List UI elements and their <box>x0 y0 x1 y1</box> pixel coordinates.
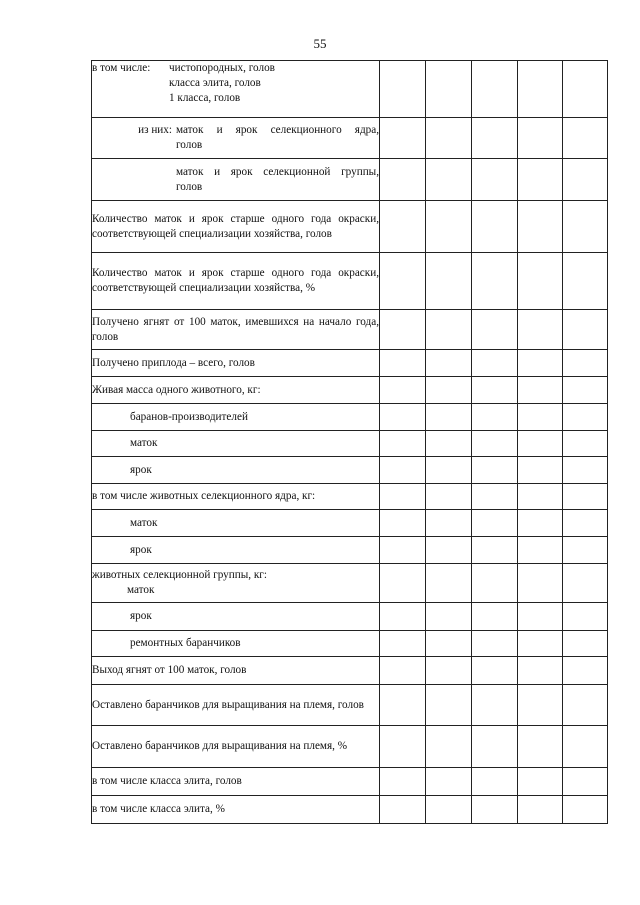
value-cell[interactable] <box>426 253 472 310</box>
value-cell[interactable] <box>518 431 563 457</box>
table-row <box>92 457 608 484</box>
table-row <box>92 726 608 768</box>
page-number: 55 <box>313 36 327 51</box>
value-cell[interactable] <box>380 404 426 431</box>
row-label: Оставлено баранчиков для выращивания на племя, голов <box>92 685 380 726</box>
row-line: маток <box>127 584 155 596</box>
value-cell[interactable] <box>563 350 608 377</box>
value-cell[interactable] <box>426 510 472 537</box>
row-label: маток <box>92 431 380 457</box>
table-row <box>92 796 608 824</box>
value-cell[interactable] <box>472 350 518 377</box>
row-lead: в том числе: <box>92 62 151 74</box>
value-cell[interactable] <box>563 431 608 457</box>
value-cell[interactable] <box>380 61 426 118</box>
value-cell[interactable] <box>426 631 472 657</box>
row-label: Живая масса одного животного, кг: <box>92 377 380 404</box>
value-cell[interactable] <box>472 796 518 824</box>
value-cell[interactable] <box>518 726 563 768</box>
value-cell[interactable] <box>472 431 518 457</box>
table-row <box>92 564 608 603</box>
value-cell[interactable] <box>472 768 518 796</box>
value-cell[interactable] <box>518 201 563 253</box>
row-label: ярок <box>92 603 380 631</box>
value-cell[interactable] <box>563 726 608 768</box>
value-cell[interactable] <box>380 118 426 159</box>
value-cell[interactable] <box>472 510 518 537</box>
value-cell[interactable] <box>472 61 518 118</box>
value-cell[interactable] <box>563 484 608 510</box>
value-cell[interactable] <box>563 537 608 564</box>
value-cell[interactable] <box>472 484 518 510</box>
value-cell[interactable] <box>518 350 563 377</box>
row-line: голов <box>176 139 203 151</box>
value-cell[interactable] <box>472 118 518 159</box>
row-label: Выход ягнят от 100 маток, голов <box>92 657 380 685</box>
value-cell[interactable] <box>563 603 608 631</box>
row-line: чистопородных, голов <box>169 62 275 74</box>
row-line: маток и ярок селекционного ядра, <box>176 124 379 136</box>
value-cell[interactable] <box>563 685 608 726</box>
value-cell[interactable] <box>426 796 472 824</box>
table-row <box>92 431 608 457</box>
row-label: баранов-производителей <box>92 404 380 431</box>
value-cell[interactable] <box>380 201 426 253</box>
value-cell[interactable] <box>426 657 472 685</box>
value-cell[interactable] <box>380 726 426 768</box>
value-cell[interactable] <box>380 796 426 824</box>
value-cell[interactable] <box>518 603 563 631</box>
value-cell[interactable] <box>472 726 518 768</box>
value-cell[interactable] <box>563 404 608 431</box>
value-cell[interactable] <box>380 253 426 310</box>
value-cell[interactable] <box>426 201 472 253</box>
row-label <box>92 564 380 603</box>
value-cell[interactable] <box>563 457 608 484</box>
value-cell[interactable] <box>472 310 518 350</box>
value-cell[interactable] <box>426 537 472 564</box>
value-cell[interactable] <box>518 484 563 510</box>
value-cell[interactable] <box>472 564 518 603</box>
row-label <box>92 61 380 118</box>
value-cell[interactable] <box>472 201 518 253</box>
value-cell[interactable] <box>472 404 518 431</box>
row-label: ремонтных баранчиков <box>92 631 380 657</box>
value-cell[interactable] <box>472 603 518 631</box>
row-label: Получено приплода – всего, голов <box>92 350 380 377</box>
value-cell[interactable] <box>518 159 563 201</box>
value-cell[interactable] <box>518 377 563 404</box>
table-row <box>92 603 608 631</box>
table-row <box>92 118 608 159</box>
row-line: класса элита, голов <box>169 77 261 89</box>
value-cell[interactable] <box>380 603 426 631</box>
value-cell[interactable] <box>518 253 563 310</box>
value-cell[interactable] <box>472 537 518 564</box>
value-cell[interactable] <box>426 484 472 510</box>
table-row <box>92 510 608 537</box>
value-cell[interactable] <box>380 510 426 537</box>
value-cell[interactable] <box>380 159 426 201</box>
row-label: в том числе класса элита, голов <box>92 768 380 796</box>
value-cell[interactable] <box>472 657 518 685</box>
value-cell[interactable] <box>380 537 426 564</box>
row-label <box>92 159 380 201</box>
value-cell[interactable] <box>426 61 472 118</box>
value-cell[interactable] <box>518 404 563 431</box>
table-row <box>92 310 608 350</box>
table-row <box>92 685 608 726</box>
value-cell[interactable] <box>472 377 518 404</box>
row-label: в том числе животных селекционного ядра, кг: <box>92 484 380 510</box>
value-cell[interactable] <box>518 631 563 657</box>
value-cell[interactable] <box>426 377 472 404</box>
table-row <box>92 537 608 564</box>
value-cell[interactable] <box>518 796 563 824</box>
table-row <box>92 201 608 253</box>
value-cell[interactable] <box>518 310 563 350</box>
table-row <box>92 61 608 118</box>
row-label: ярок <box>92 457 380 484</box>
value-cell[interactable] <box>380 564 426 603</box>
value-cell[interactable] <box>518 657 563 685</box>
value-cell[interactable] <box>563 377 608 404</box>
table-row <box>92 657 608 685</box>
value-cell[interactable] <box>518 510 563 537</box>
value-cell[interactable] <box>518 61 563 118</box>
row-label <box>92 118 380 159</box>
value-cell[interactable] <box>426 118 472 159</box>
value-cell[interactable] <box>380 657 426 685</box>
value-cell[interactable] <box>380 457 426 484</box>
value-cell[interactable] <box>563 310 608 350</box>
table-row <box>92 350 608 377</box>
value-cell[interactable] <box>426 431 472 457</box>
value-cell[interactable] <box>472 253 518 310</box>
row-line: животных селекционной группы, кг: <box>92 569 267 581</box>
row-line: 1 класса, голов <box>169 92 241 104</box>
value-cell[interactable] <box>563 796 608 824</box>
row-label: Оставлено баранчиков для выращивания на племя, % <box>92 726 380 768</box>
row-label: Количество маток и ярок старше одного года окраски, соответствующей специализации хозяйства, голов <box>92 201 380 253</box>
table-row <box>92 484 608 510</box>
value-cell[interactable] <box>518 768 563 796</box>
livestock-form-table <box>91 60 608 824</box>
table-row <box>92 631 608 657</box>
row-label: в том числе класса элита, % <box>92 796 380 824</box>
value-cell[interactable] <box>426 404 472 431</box>
value-cell[interactable] <box>380 484 426 510</box>
row-line: маток и ярок селекционной группы, <box>176 165 379 178</box>
value-cell[interactable] <box>563 159 608 201</box>
row-label: маток <box>92 510 380 537</box>
table-row <box>92 377 608 404</box>
row-lead: из них: <box>138 124 172 136</box>
value-cell[interactable] <box>426 310 472 350</box>
value-cell[interactable] <box>563 768 608 796</box>
value-cell[interactable] <box>563 61 608 118</box>
value-cell[interactable] <box>472 685 518 726</box>
value-cell[interactable] <box>563 253 608 310</box>
value-cell[interactable] <box>472 457 518 484</box>
value-cell[interactable] <box>563 564 608 603</box>
row-label: Получено ягнят от 100 маток, имевшихся на начало года, голов <box>92 310 380 350</box>
value-cell[interactable] <box>518 564 563 603</box>
value-cell[interactable] <box>563 510 608 537</box>
value-cell[interactable] <box>380 768 426 796</box>
value-cell[interactable] <box>518 537 563 564</box>
value-cell[interactable] <box>380 431 426 457</box>
row-line: голов <box>176 180 203 193</box>
value-cell[interactable] <box>380 377 426 404</box>
value-cell[interactable] <box>563 201 608 253</box>
value-cell[interactable] <box>380 310 426 350</box>
row-label: Количество маток и ярок старше одного года окраски, соответствующей специализации хозяйства, % <box>92 253 380 310</box>
table-row <box>92 253 608 310</box>
value-cell[interactable] <box>426 159 472 201</box>
value-cell[interactable] <box>563 118 608 159</box>
value-cell[interactable] <box>518 118 563 159</box>
value-cell[interactable] <box>518 457 563 484</box>
value-cell[interactable] <box>472 631 518 657</box>
value-cell[interactable] <box>426 457 472 484</box>
value-cell[interactable] <box>426 685 472 726</box>
table-row <box>92 768 608 796</box>
value-cell[interactable] <box>426 350 472 377</box>
value-cell[interactable] <box>426 768 472 796</box>
value-cell[interactable] <box>426 726 472 768</box>
value-cell[interactable] <box>426 603 472 631</box>
value-cell[interactable] <box>380 685 426 726</box>
value-cell[interactable] <box>472 159 518 201</box>
value-cell[interactable] <box>426 564 472 603</box>
row-label: ярок <box>92 537 380 564</box>
value-cell[interactable] <box>563 657 608 685</box>
value-cell[interactable] <box>563 631 608 657</box>
value-cell[interactable] <box>518 685 563 726</box>
table-row <box>92 159 608 201</box>
table-row <box>92 404 608 431</box>
value-cell[interactable] <box>380 350 426 377</box>
value-cell[interactable] <box>380 631 426 657</box>
